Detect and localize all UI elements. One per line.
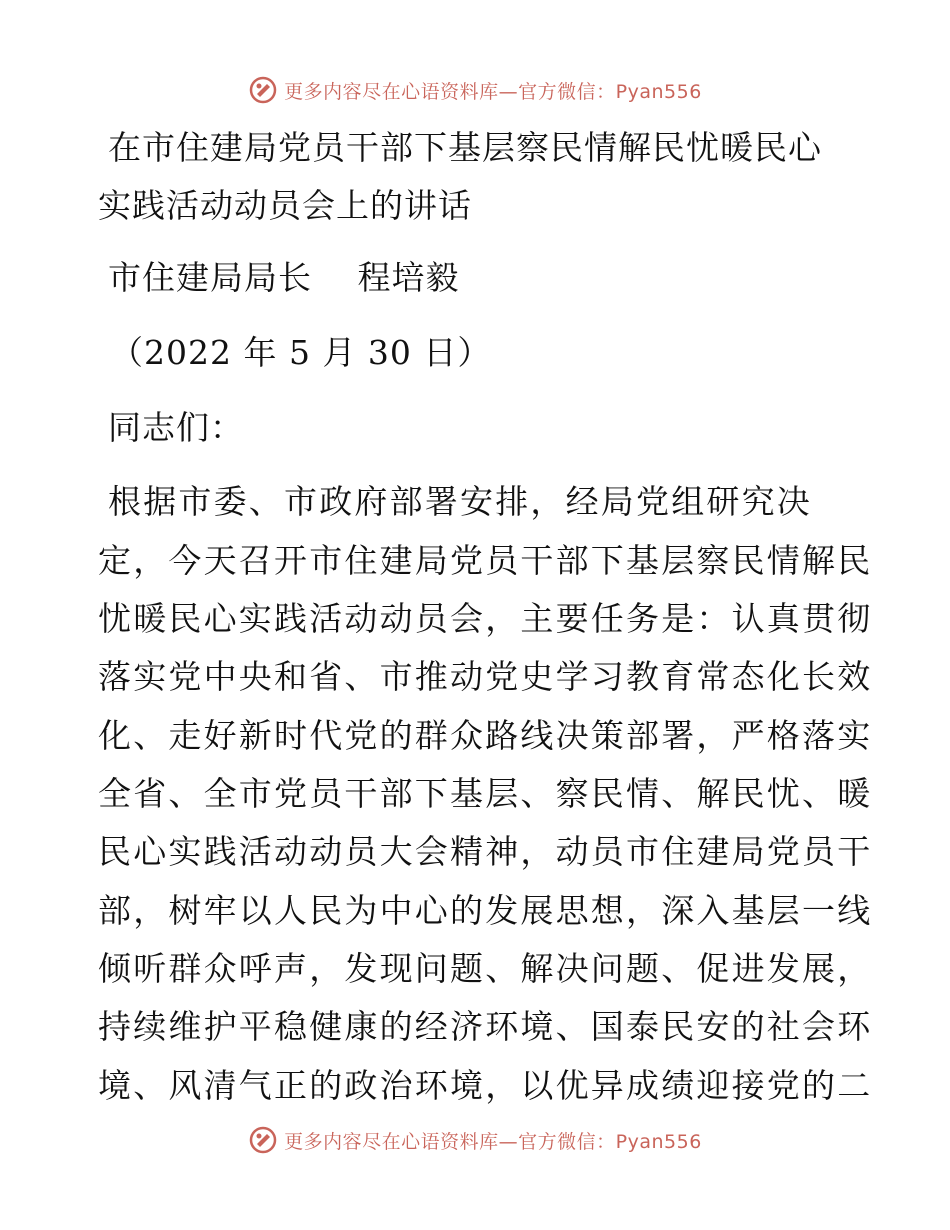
body-line: 境、风清气正的政治环境，以优异成绩迎接党的二 bbox=[98, 1066, 873, 1105]
body-line: 倾听群众呼声，发现问题、解决问题、促进发展， bbox=[98, 949, 873, 988]
body-line: 落实党中央和省、市推动党史学习教育常态化长效 bbox=[98, 657, 873, 696]
body-line: 部，树牢以人民为中心的发展思想，深入基层一线 bbox=[98, 891, 873, 930]
watermark-text: 更多内容尽在心语资料库—官方微信：Pyan556 bbox=[284, 1130, 702, 1153]
body-line: 民心实践活动动员大会精神，动员市住建局党员干 bbox=[98, 832, 873, 871]
logo-icon bbox=[248, 75, 278, 105]
document-title-line-1: 在市住建局党员干部下基层察民情解民忧暖民心 bbox=[108, 128, 822, 167]
watermark-text: 更多内容尽在心语资料库—官方微信：Pyan556 bbox=[284, 80, 702, 103]
salutation: 同志们： bbox=[108, 408, 244, 447]
logo-icon bbox=[248, 1125, 278, 1155]
document-title-line-2: 实践活动动员会上的讲话 bbox=[98, 186, 472, 225]
author-line: 市住建局局长 程培毅 bbox=[108, 258, 460, 297]
watermark-header bbox=[0, 70, 950, 110]
body-line: 根据市委、市政府部署安排，经局党组研究决 bbox=[108, 482, 812, 521]
body-line: 持续维护平稳健康的经济环境、国泰民安的社会环 bbox=[98, 1007, 873, 1046]
body-line: 化、走好新时代党的群众路线决策部署，严格落实 bbox=[98, 716, 873, 755]
body-line: 忧暖民心实践活动动员会，主要任务是：认真贯彻 bbox=[98, 599, 873, 638]
date-line: （2022 年 5 月 30 日） bbox=[110, 333, 492, 372]
body-line: 全省、全市党员干部下基层、察民情、解民忧、暖 bbox=[98, 774, 873, 813]
watermark-footer bbox=[0, 1120, 950, 1160]
body-line: 定，今天召开市住建局党员干部下基层察民情解民 bbox=[98, 541, 873, 580]
